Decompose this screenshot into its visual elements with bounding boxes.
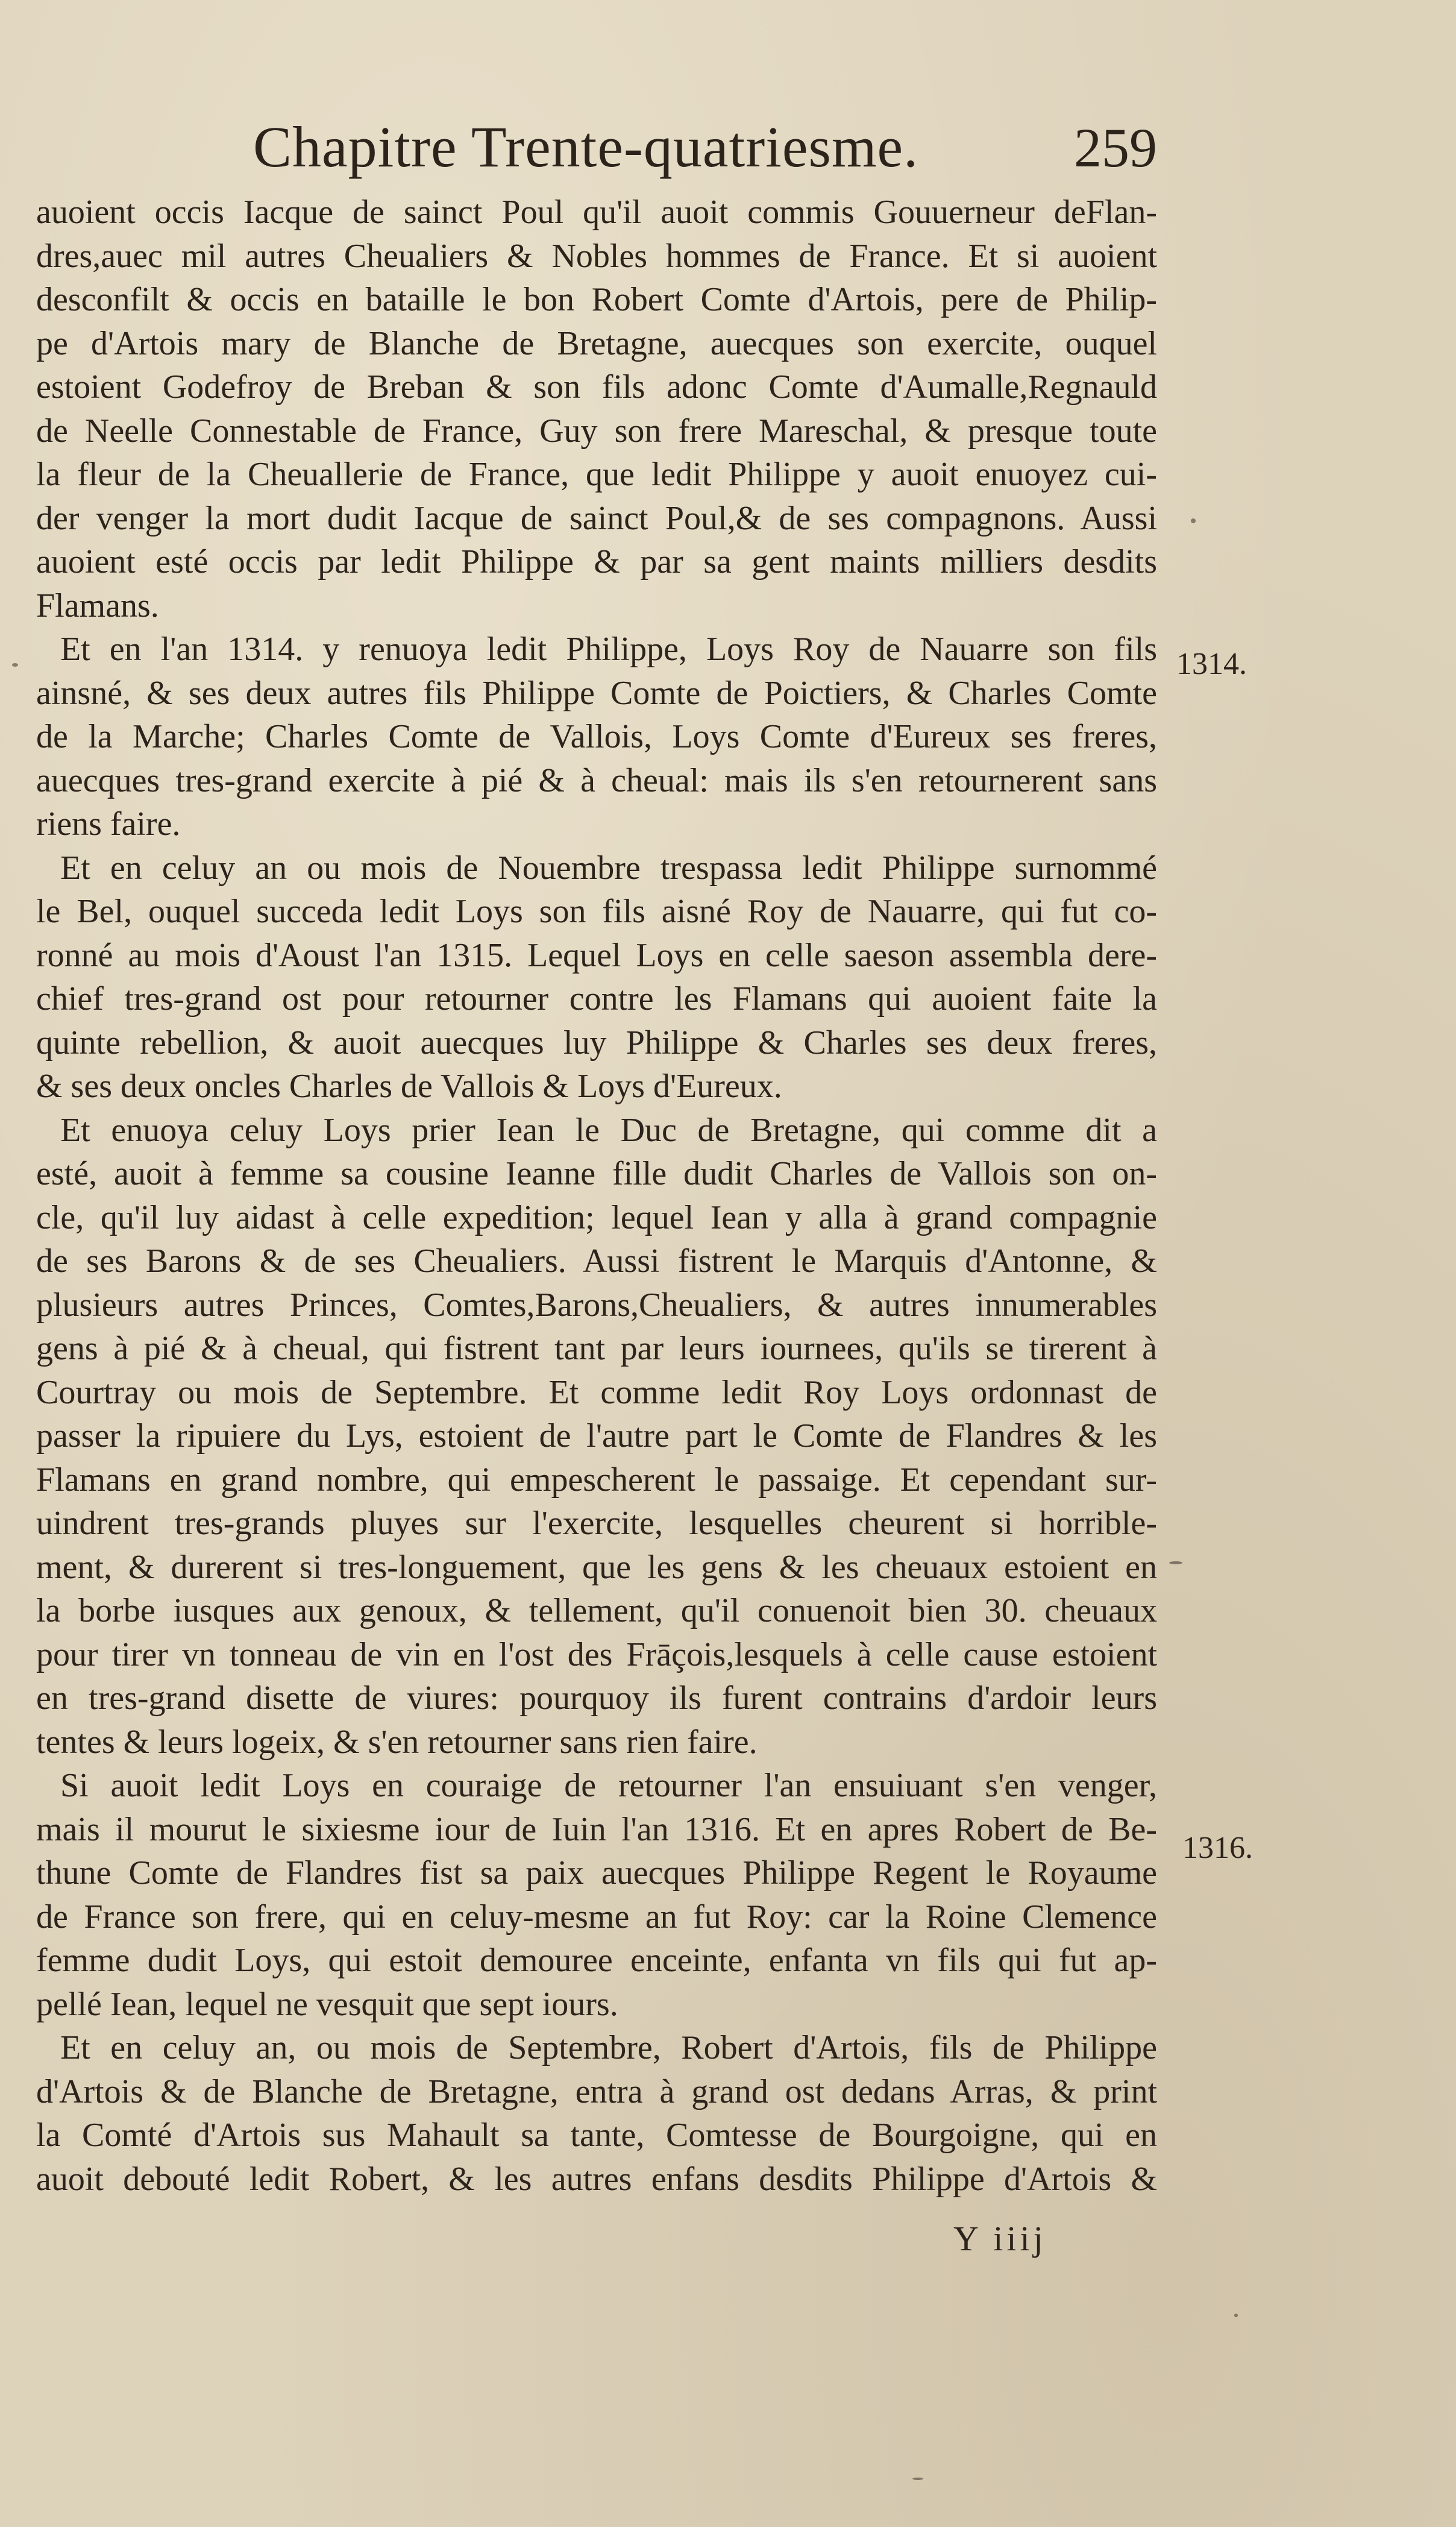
text-line: ment, & durerent si tres-longuement, que les gens & les cheuaux estoient en — [36, 1548, 1157, 1586]
text-line: estoient Godefroy de Breban & son fils adonc Comte d'Aumalle,Regnauld — [36, 368, 1157, 406]
text-line: Si auoit ledit Loys en couraige de retourner l'an ensuiuant s'en venger, — [60, 1767, 1157, 1804]
text-line: plusieurs autres Princes, Comtes,Barons,Cheualiers, & autres innumerables — [36, 1286, 1157, 1324]
ink-speck — [1234, 2314, 1238, 2317]
ink-speck — [912, 2478, 923, 2480]
text-line: Courtray ou mois de Septembre. Et comme ledit Roy Loys ordonnast de — [36, 1373, 1157, 1411]
text-line: d'Artois & de Blanche de Bretagne, entra à grand ost dedans Arras, & print — [36, 2072, 1157, 2110]
text-line: femme dudit Loys, qui estoit demouree enceinte, enfanta vn fils qui fut ap- — [36, 1942, 1157, 1979]
text-line: pe d'Artois mary de Blanche de Bretagne, auecques son exercite, ouquel — [36, 324, 1157, 362]
text-line: cle, qu'il luy aidast à celle expedition; lequel Iean y alla à grand compagnie — [36, 1198, 1157, 1236]
text-line: Flamans en grand nombre, qui empescherent le passaige. Et cependant sur- — [36, 1461, 1157, 1499]
text-line: pellé Iean, lequel ne vesquit que sept iours. — [36, 1985, 618, 2023]
text-line: auoit debouté ledit Robert, & les autres enfans desdits Philippe d'Artois & — [36, 2160, 1157, 2198]
text-line: de la Marche; Charles Comte de Vallois, Loys Comte d'Eureux ses freres, — [36, 718, 1157, 755]
margin-note-year-1316: 1316. — [1182, 1831, 1253, 1865]
text-line: en tres-grand disette de viures: pourquoy ils furent contrains d'ardoir leurs — [36, 1679, 1157, 1717]
text-line: de France son frere, qui en celuy-mesme an fut Roy: car la Roine Clemence — [36, 1898, 1157, 1936]
text-line: Et en celuy an, ou mois de Septembre, Robert d'Artois, fils de Philippe — [60, 2029, 1157, 2066]
text-line: pour tirer vn tonneau de vin en l'ost des Frāçois,lesquels à celle cause estoient — [36, 1635, 1157, 1673]
text-line: ronné au mois d'Aoust l'an 1315. Lequel Loys en celle saeson assembla dere- — [36, 936, 1157, 974]
text-line: auoient occis Iacque de sainct Poul qu'il auoit commis Gouuerneur deFlan- — [36, 194, 1157, 231]
text-line: de Neelle Connestable de France, Guy son frere Mareschal, & presque toute — [36, 412, 1157, 450]
text-line: mais il mourut le sixiesme iour de Iuin l'an 1316. Et en apres Robert de Be- — [36, 1810, 1157, 1848]
text-line: & ses deux oncles Charles de Vallois & Loys d'Eureux. — [36, 1068, 782, 1105]
text-line: dres,auec mil autres Cheualiers & Nobles hommes de France. Et si auoient — [36, 237, 1157, 275]
text-line: Et enuoya celuy Loys prier Iean le Duc de Bretagne, qui comme dit a — [60, 1111, 1157, 1149]
text-line: Flamans. — [36, 587, 159, 625]
margin-note-year-1314: 1314. — [1176, 647, 1247, 681]
page-number: 259 — [1074, 117, 1157, 178]
ink-speck — [1191, 518, 1196, 523]
text-line: la borbe iusques aux genoux, & tellement, qu'il conuenoit bien 30. cheuaux — [36, 1592, 1157, 1629]
text-line: de ses Barons & de ses Cheualiers. Aussi fistrent le Marquis d'Antonne, & — [36, 1242, 1157, 1280]
text-line: thune Comte de Flandres fist sa paix auecques Philippe Regent le Royaume — [36, 1854, 1157, 1892]
text-line: Et en celuy an ou mois de Nouembre trespassa ledit Philippe surnommé — [60, 849, 1157, 887]
page-header — [253, 113, 1169, 192]
text-line: passer la ripuiere du Lys, estoient de l'autre part le Comte de Flandres & les — [36, 1417, 1157, 1455]
text-line: gens à pié & à cheual, qui fistrent tant par leurs iournees, qu'ils se tirerent à — [36, 1330, 1157, 1367]
text-line: ainsné, & ses deux autres fils Philippe Comte de Poictiers, & Charles Comte — [36, 674, 1157, 712]
text-line: quinte rebellion, & auoit auecques luy Philippe & Charles ses deux freres, — [36, 1024, 1157, 1062]
signature-mark: Y iiij — [953, 2219, 1047, 2258]
text-line: der venger la mort dudit Iacque de sainct Poul,& de ses compagnons. Aussi — [36, 499, 1157, 537]
running-title: Chapitre Trente-quatriesme. — [253, 115, 919, 179]
text-line: Et en l'an 1314. y renuoya ledit Philippe, Loys Roy de Nauarre son fils — [60, 631, 1157, 668]
text-line: chief tres-grand ost pour retourner contre les Flamans qui auoient faite la — [36, 980, 1157, 1018]
body-text — [36, 190, 1157, 2201]
text-line: esté, auoit à femme sa cousine Ieanne fille dudit Charles de Vallois son on- — [36, 1155, 1157, 1192]
text-line: auoient esté occis par ledit Philippe & par sa gent maints milliers desdits — [36, 543, 1157, 581]
text-line: le Bel, ouquel succeda ledit Loys son fils aisné Roy de Nauarre, qui fut co- — [36, 893, 1157, 930]
text-line: auecques tres-grand exercite à pié & à cheual: mais ils s'en retournerent sans — [36, 761, 1157, 799]
text-line: la Comté d'Artois sus Mahault sa tante, Comtesse de Bourgoigne, qui en — [36, 2116, 1157, 2154]
text-line: desconfilt & occis en bataille le bon Robert Comte d'Artois, pere de Philip- — [36, 281, 1157, 318]
ink-speck — [12, 663, 18, 667]
text-line: uindrent tres-grands pluyes sur l'exercite, lesquelles cheurent si horrible- — [36, 1505, 1157, 1542]
ink-speck — [1169, 1561, 1182, 1564]
text-line: tentes & leurs logeix, & s'en retourner sans rien faire. — [36, 1723, 758, 1761]
text-line: riens faire. — [36, 805, 181, 843]
text-line: la fleur de la Cheuallerie de France, que ledit Philippe y auoit enuoyez cui- — [36, 456, 1157, 493]
